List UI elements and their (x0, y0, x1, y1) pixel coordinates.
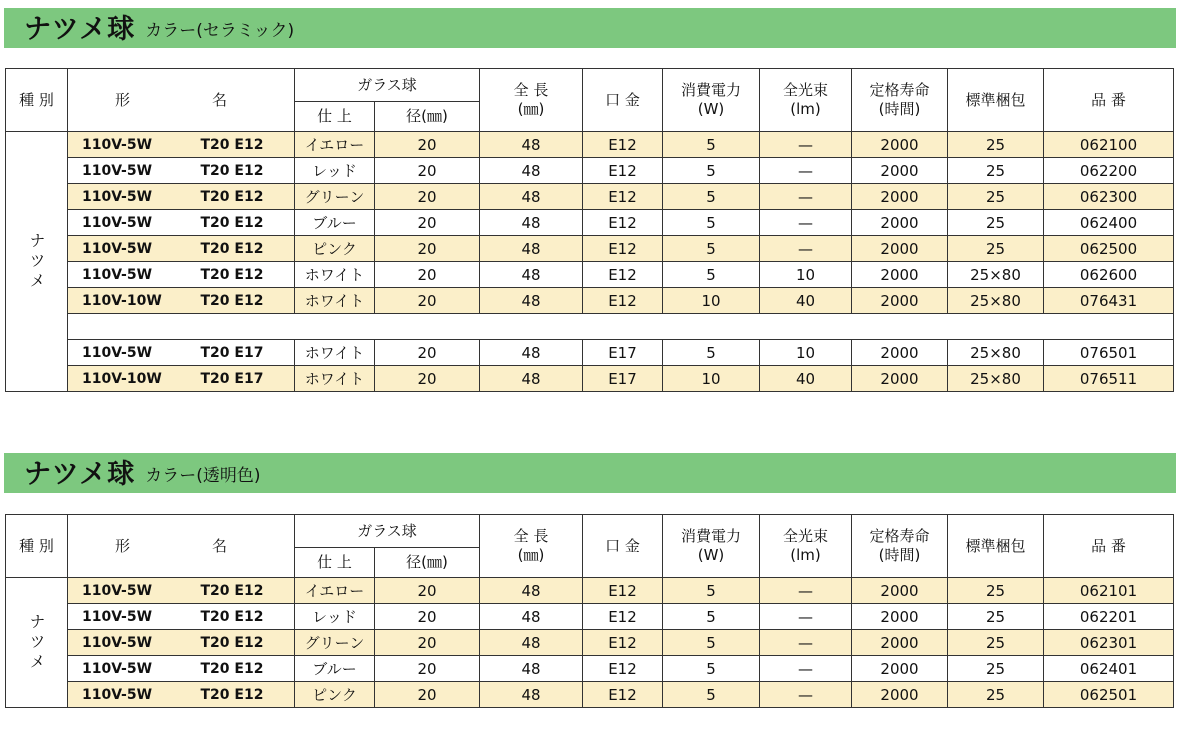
cell-base: E12 (583, 656, 663, 682)
cell-life: 2000 (852, 158, 948, 184)
cell-bulb: T20 E12 (197, 630, 295, 656)
cell-model: 110V-5W (68, 262, 197, 288)
cell-life: 2000 (852, 340, 948, 366)
cell-pack: 25 (948, 656, 1044, 682)
cell-diameter: 20 (375, 340, 480, 366)
section-title: ナツメ球 (24, 459, 136, 490)
header-flux-b: (lm) (790, 100, 821, 118)
table-row (6, 366, 1174, 392)
cell-life: 2000 (852, 262, 948, 288)
section-subtitle: カラー(セラミック) (145, 21, 295, 41)
cell-finish: イエロー (295, 578, 375, 604)
header-diameter: 径(㎜) (375, 102, 480, 132)
cell-life: 2000 (852, 366, 948, 392)
cell-bulb: T20 E12 (197, 184, 295, 210)
header-shape-a: 形 (115, 90, 131, 109)
table-row (6, 604, 1174, 630)
cell-finish: ブルー (295, 656, 375, 682)
cell-life: 2000 (852, 132, 948, 158)
header-kind: 種 別 (6, 69, 68, 132)
table-row (6, 132, 1174, 158)
cell-finish: ホワイト (295, 366, 375, 392)
cell-life: 2000 (852, 288, 948, 314)
header-base: 口 金 (583, 515, 663, 578)
cell-base: E12 (583, 210, 663, 236)
cell-length: 48 (480, 210, 583, 236)
cell-bulb: T20 E12 (197, 262, 295, 288)
cell-base: E17 (583, 366, 663, 392)
header-shape (68, 69, 295, 132)
header-shape-b: 名 (212, 536, 228, 555)
header-kind: 種 別 (6, 515, 68, 578)
cell-base: E17 (583, 340, 663, 366)
cell-pack: 25 (948, 210, 1044, 236)
header-shape-a: 形 (115, 536, 131, 555)
cell-finish: レッド (295, 158, 375, 184)
cell-length: 48 (480, 158, 583, 184)
cell-diameter: 20 (375, 184, 480, 210)
cell-length: 48 (480, 236, 583, 262)
header-finish: 仕 上 (295, 548, 375, 578)
cell-flux: — (760, 184, 852, 210)
cell-watts: 5 (663, 630, 760, 656)
cell-life: 2000 (852, 578, 948, 604)
cell-finish: ホワイト (295, 288, 375, 314)
cell-pack: 25 (948, 630, 1044, 656)
cell-code: 062100 (1044, 132, 1174, 158)
cell-finish: ピンク (295, 236, 375, 262)
cell-flux: — (760, 630, 852, 656)
table-row (6, 158, 1174, 184)
cell-pack: 25 (948, 184, 1044, 210)
cell-bulb: T20 E12 (197, 132, 295, 158)
cell-bulb: T20 E12 (197, 210, 295, 236)
cell-length: 48 (480, 578, 583, 604)
cell-life: 2000 (852, 604, 948, 630)
cell-watts: 5 (663, 262, 760, 288)
cell-diameter: 20 (375, 578, 480, 604)
spec-table (5, 68, 1174, 392)
cell-model: 110V-5W (68, 604, 197, 630)
cell-flux: 40 (760, 288, 852, 314)
cell-flux: — (760, 604, 852, 630)
cell-code: 076501 (1044, 340, 1174, 366)
cell-watts: 5 (663, 184, 760, 210)
cell-model: 110V-5W (68, 340, 197, 366)
cell-length: 48 (480, 288, 583, 314)
spec-section-clear (0, 453, 1181, 704)
cell-flux: — (760, 656, 852, 682)
cell-life: 2000 (852, 682, 948, 708)
cell-life: 2000 (852, 236, 948, 262)
header-life-b: (時間) (878, 546, 921, 564)
spec-table (5, 514, 1174, 708)
cell-pack: 25×80 (948, 366, 1044, 392)
cell-code: 062600 (1044, 262, 1174, 288)
cell-model: 110V-5W (68, 682, 197, 708)
cell-flux: 10 (760, 340, 852, 366)
cell-model: 110V-10W (68, 288, 197, 314)
table-row (6, 682, 1174, 708)
header-power-a: 消費電力 (680, 527, 741, 545)
cell-finish: イエロー (295, 132, 375, 158)
cell-bulb: T20 E12 (197, 604, 295, 630)
table-row-spacer (6, 314, 1174, 340)
cell-finish: グリーン (295, 630, 375, 656)
cell-flux: 40 (760, 366, 852, 392)
header-flux-a: 全光束 (782, 527, 828, 545)
cell-model: 110V-5W (68, 132, 197, 158)
cell-model: 110V-10W (68, 366, 197, 392)
cell-diameter: 20 (375, 236, 480, 262)
cell-kind: ナツメ (6, 578, 68, 708)
cell-base: E12 (583, 158, 663, 184)
table-row (6, 210, 1174, 236)
cell-code: 062300 (1044, 184, 1174, 210)
header-flux-a: 全光束 (782, 81, 828, 99)
cell-code: 062501 (1044, 682, 1174, 708)
cell-life: 2000 (852, 630, 948, 656)
cell-bulb: T20 E17 (197, 340, 295, 366)
header-glass: ガラス球 (295, 515, 480, 548)
table-row (6, 578, 1174, 604)
cell-watts: 5 (663, 578, 760, 604)
table-row (6, 184, 1174, 210)
cell-pack: 25 (948, 158, 1044, 184)
table-row (6, 262, 1174, 288)
cell-finish: ピンク (295, 682, 375, 708)
cell-base: E12 (583, 578, 663, 604)
header-power-b: (W) (697, 100, 725, 118)
spec-section-ceramic (0, 8, 1181, 388)
cell-bulb: T20 E12 (197, 682, 295, 708)
cell-pack: 25 (948, 132, 1044, 158)
cell-base: E12 (583, 288, 663, 314)
cell-diameter: 20 (375, 604, 480, 630)
cell-flux: — (760, 578, 852, 604)
cell-watts: 5 (663, 132, 760, 158)
header-life-b: (時間) (878, 100, 921, 118)
cell-length: 48 (480, 656, 583, 682)
cell-diameter: 20 (375, 656, 480, 682)
cell-code: 076511 (1044, 366, 1174, 392)
cell-base: E12 (583, 262, 663, 288)
cell-life: 2000 (852, 184, 948, 210)
cell-watts: 5 (663, 210, 760, 236)
cell-bulb: T20 E12 (197, 578, 295, 604)
table-row (6, 656, 1174, 682)
header-power-a: 消費電力 (680, 81, 741, 99)
header-power (663, 515, 760, 578)
header-shape (68, 515, 295, 578)
table-row (6, 340, 1174, 366)
cell-finish: ホワイト (295, 340, 375, 366)
cell-model: 110V-5W (68, 578, 197, 604)
header-life (852, 515, 948, 578)
header-base: 口 金 (583, 69, 663, 132)
cell-code: 062500 (1044, 236, 1174, 262)
cell-diameter: 20 (375, 288, 480, 314)
cell-flux: 10 (760, 262, 852, 288)
cell-base: E12 (583, 682, 663, 708)
cell-model: 110V-5W (68, 184, 197, 210)
cell-watts: 5 (663, 682, 760, 708)
cell-length: 48 (480, 682, 583, 708)
header-pack: 標準梱包 (948, 69, 1044, 132)
cell-model: 110V-5W (68, 236, 197, 262)
section-title-bar (4, 8, 1176, 48)
cell-watts: 10 (663, 288, 760, 314)
cell-diameter: 20 (375, 262, 480, 288)
spacer-cell (68, 314, 1174, 340)
cell-finish: グリーン (295, 184, 375, 210)
cell-diameter: 20 (375, 630, 480, 656)
cell-model: 110V-5W (68, 656, 197, 682)
header-life-a: 定格寿命 (869, 81, 930, 99)
cell-pack: 25 (948, 236, 1044, 262)
header-life (852, 69, 948, 132)
cell-length: 48 (480, 340, 583, 366)
header-code: 品 番 (1044, 515, 1174, 578)
cell-pack: 25×80 (948, 340, 1044, 366)
cell-base: E12 (583, 132, 663, 158)
header-length-b: (㎜) (517, 546, 545, 564)
header-flux-b: (lm) (790, 546, 821, 564)
cell-code: 062200 (1044, 158, 1174, 184)
section-title-bar (4, 453, 1176, 493)
section-subtitle: カラー(透明色) (145, 466, 261, 486)
cell-pack: 25×80 (948, 288, 1044, 314)
header-code: 品 番 (1044, 69, 1174, 132)
header-flux (760, 69, 852, 132)
cell-diameter: 20 (375, 132, 480, 158)
cell-flux: — (760, 236, 852, 262)
cell-watts: 5 (663, 236, 760, 262)
cell-code: 062301 (1044, 630, 1174, 656)
cell-bulb: T20 E12 (197, 288, 295, 314)
cell-code: 062201 (1044, 604, 1174, 630)
cell-flux: — (760, 132, 852, 158)
header-power (663, 69, 760, 132)
table-row (6, 288, 1174, 314)
cell-diameter: 20 (375, 158, 480, 184)
cell-watts: 10 (663, 366, 760, 392)
header-life-a: 定格寿命 (869, 527, 930, 545)
cell-diameter: 20 (375, 682, 480, 708)
cell-flux: — (760, 682, 852, 708)
cell-length: 48 (480, 366, 583, 392)
cell-base: E12 (583, 604, 663, 630)
cell-length: 48 (480, 604, 583, 630)
cell-life: 2000 (852, 210, 948, 236)
cell-finish: ブルー (295, 210, 375, 236)
cell-code: 076431 (1044, 288, 1174, 314)
cell-code: 062401 (1044, 656, 1174, 682)
cell-code: 062101 (1044, 578, 1174, 604)
section-title: ナツメ球 (24, 14, 136, 45)
header-glass: ガラス球 (295, 69, 480, 102)
cell-base: E12 (583, 236, 663, 262)
table-row (6, 630, 1174, 656)
table-row (6, 236, 1174, 262)
header-shape-b: 名 (212, 90, 228, 109)
header-length-a: 全 長 (513, 81, 549, 99)
header-flux (760, 515, 852, 578)
header-length-a: 全 長 (513, 527, 549, 545)
header-power-b: (W) (697, 546, 725, 564)
cell-finish: レッド (295, 604, 375, 630)
cell-watts: 5 (663, 158, 760, 184)
cell-pack: 25 (948, 604, 1044, 630)
cell-watts: 5 (663, 340, 760, 366)
cell-bulb: T20 E12 (197, 236, 295, 262)
cell-flux: — (760, 210, 852, 236)
cell-pack: 25 (948, 578, 1044, 604)
cell-length: 48 (480, 630, 583, 656)
cell-bulb: T20 E17 (197, 366, 295, 392)
cell-diameter: 20 (375, 366, 480, 392)
cell-base: E12 (583, 630, 663, 656)
cell-life: 2000 (852, 656, 948, 682)
cell-code: 062400 (1044, 210, 1174, 236)
cell-watts: 5 (663, 604, 760, 630)
cell-length: 48 (480, 262, 583, 288)
header-length (480, 69, 583, 132)
cell-watts: 5 (663, 656, 760, 682)
cell-bulb: T20 E12 (197, 656, 295, 682)
cell-model: 110V-5W (68, 158, 197, 184)
header-pack: 標準梱包 (948, 515, 1044, 578)
cell-pack: 25×80 (948, 262, 1044, 288)
cell-base: E12 (583, 184, 663, 210)
cell-diameter: 20 (375, 210, 480, 236)
header-finish: 仕 上 (295, 102, 375, 132)
cell-length: 48 (480, 184, 583, 210)
cell-bulb: T20 E12 (197, 158, 295, 184)
cell-model: 110V-5W (68, 630, 197, 656)
cell-pack: 25 (948, 682, 1044, 708)
header-length (480, 515, 583, 578)
header-diameter: 径(㎜) (375, 548, 480, 578)
cell-length: 48 (480, 132, 583, 158)
cell-model: 110V-5W (68, 210, 197, 236)
header-length-b: (㎜) (517, 100, 545, 118)
cell-finish: ホワイト (295, 262, 375, 288)
cell-kind: ナツメ (6, 132, 68, 392)
cell-flux: — (760, 158, 852, 184)
